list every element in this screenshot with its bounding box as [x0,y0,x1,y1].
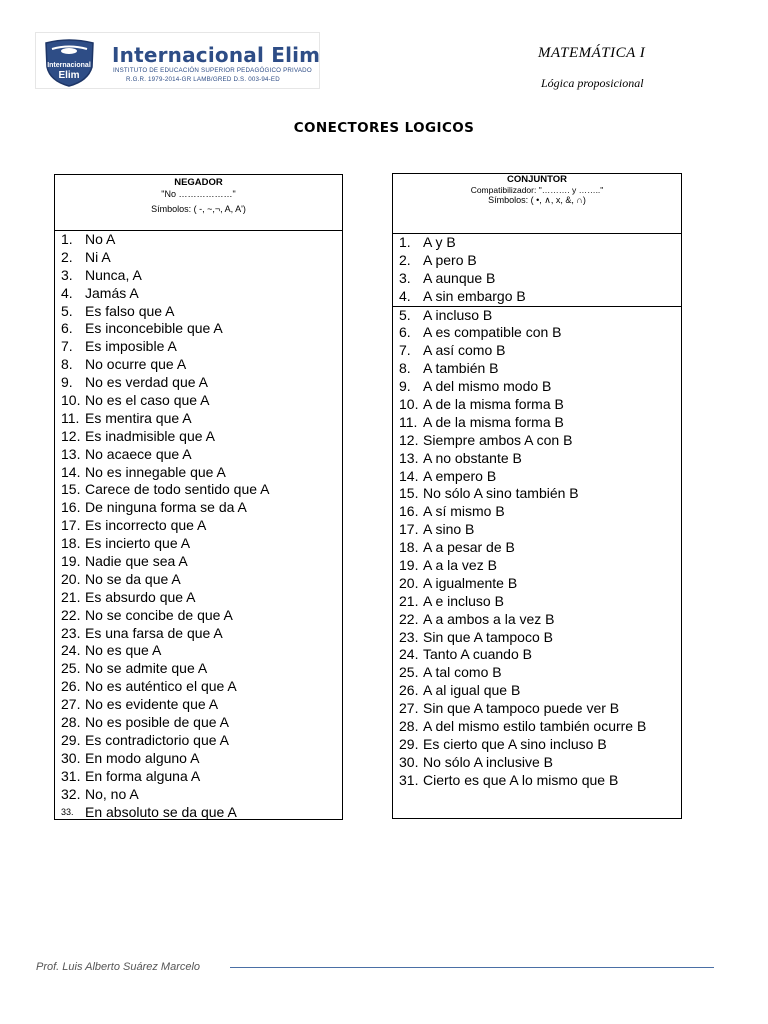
item-number: 12. [399,431,419,448]
item-text: Nadie que sea A [85,553,188,570]
item-text: No ocurre que A [85,356,187,373]
list-item [55,392,342,410]
list-item [393,307,681,325]
list-item [393,378,681,396]
item-text: No es que A [85,642,162,659]
item-text: A empero B [423,467,497,484]
list-item [55,786,342,804]
list-item [55,428,342,446]
item-number: 13. [61,445,81,462]
item-number: 16. [399,503,419,520]
list-item [393,575,681,593]
item-number: 2. [399,251,411,268]
item-text: No sólo A inclusive B [423,753,553,770]
item-text: A a ambos a la vez B [423,610,555,627]
item-number: 27. [399,700,419,717]
item-number: 17. [61,517,81,534]
list-item [55,553,342,571]
footer-rule [230,967,714,968]
item-text: Es cierto que A sino incluso B [423,735,607,752]
conjuntor-symbols: Símbolos: ( •, ∧, x, &, ∩) [488,195,586,205]
item-text: En absoluto se da que A [85,803,237,820]
subtopic: Lógica proposicional [541,76,644,90]
item-text: No se da que A [85,570,181,587]
item-text: No se admite que A [85,660,208,677]
item-text: Es inconcebible que A [85,320,223,337]
item-text: Cierto es que A lo mismo que B [423,771,619,788]
item-number: 1. [61,231,73,247]
list-item [393,288,681,306]
item-text: De ninguna forma se da A [85,499,247,516]
negador-quote: "No ………………" [161,189,236,199]
list-item [393,234,681,252]
conjuntor-compat: Compatibilizador: "………. y …….." [470,185,604,195]
brand-subtitle: INSTITUTO DE EDUCACIÓN SUPERIOR PEDAGÓGICO PRIVADO [113,67,312,74]
list-item [393,736,681,754]
list-item [393,664,681,682]
list-item [55,481,342,499]
item-text: Sin que A tampoco B [423,628,553,645]
item-number: 20. [399,574,419,591]
item-text: A tal como B [423,664,502,681]
item-number: 24. [61,642,81,659]
item-number: 9. [399,378,411,395]
list-item [55,607,342,625]
conjuntor-list-group2 [393,307,681,790]
item-text: A del mismo estilo también ocurre B [423,718,647,735]
list-item [55,285,342,303]
item-number: 33. [61,806,74,817]
item-number: 16. [61,499,81,516]
institution-logo [35,32,320,89]
item-text: Jamás A [85,284,139,301]
list-item [55,625,342,643]
item-number: 22. [399,610,419,627]
svg-text:Internacional: Internacional [47,62,91,69]
item-text: Es falso que A [85,302,175,319]
list-item [55,231,342,249]
item-text: Sin que A tampoco puede ver B [423,700,620,717]
item-number: 8. [399,360,411,377]
list-item [393,718,681,736]
list-item [393,342,681,360]
item-text: No es innegable que A [85,463,226,480]
item-number: 9. [61,374,73,391]
list-item [393,539,681,557]
item-text: A e incluso B [423,592,504,609]
conjuntor-list-group1 [393,234,681,306]
list-item [55,499,342,517]
item-text: Tanto A cuando B [423,646,532,663]
subject-title: MATEMÁTICA I [538,45,646,61]
item-number: 19. [399,557,419,574]
item-number: 3. [399,269,411,286]
item-text: Es contradictorio que A [85,731,229,748]
list-item [55,410,342,428]
item-text: A incluso B [423,306,493,323]
list-item [393,521,681,539]
list-item [393,396,681,414]
list-item [55,696,342,714]
item-number: 30. [61,749,81,766]
item-text: Carece de todo sentido que A [85,481,270,498]
item-number: 11. [399,413,418,430]
list-item [55,768,342,786]
item-number: 21. [399,592,419,609]
list-item [393,270,681,288]
list-item [55,732,342,750]
item-text: No A [85,231,116,247]
item-text: No es verdad que A [85,374,208,391]
item-text: Es una farsa de que A [85,624,223,641]
list-item [55,320,342,338]
item-number: 31. [61,767,81,784]
item-text: A a pesar de B [423,539,515,556]
item-text: A también B [423,360,499,377]
item-text: No sólo A sino también B [423,485,579,502]
item-number: 8. [61,356,73,373]
item-number: 3. [61,266,73,283]
item-text: No acaece que A [85,445,192,462]
item-text: No se concibe de que A [85,606,233,623]
list-item [393,754,681,772]
item-text: Nunca, A [85,266,142,283]
item-text: En modo alguno A [85,749,200,766]
list-item [55,589,342,607]
item-number: 20. [61,570,81,587]
item-text: Siempre ambos A con B [423,431,573,448]
list-item [55,374,342,392]
item-number: 23. [399,628,419,645]
item-text: Es imposible A [85,338,177,355]
list-item [55,660,342,678]
list-item [55,750,342,768]
item-text: Es incorrecto que A [85,517,207,534]
list-item [55,267,342,285]
item-text: En forma alguna A [85,767,201,784]
item-text: No es evidente que A [85,696,219,713]
list-item [393,611,681,629]
list-item [55,338,342,356]
list-item [55,464,342,482]
item-text: No, no A [85,785,139,802]
item-number: 21. [61,588,81,605]
list-item [55,535,342,553]
brand-registration: R.G.R. 1979-2014-GR LAMB/GRED D.S. 003-94-ED [126,76,280,83]
item-text: A de la misma forma B [423,413,564,430]
item-number: 28. [61,714,81,731]
item-number: 18. [399,539,419,556]
item-number: 30. [399,753,419,770]
item-text: No es posible de que A [85,714,229,731]
item-text: A del mismo modo B [423,378,552,395]
item-number: 29. [399,735,419,752]
negador-header [55,175,342,231]
negador-heading: NEGADOR [174,177,223,188]
item-number: 10. [399,396,419,413]
item-number: 18. [61,535,81,552]
negador-table [54,174,343,820]
item-number: 26. [399,682,419,699]
list-item [55,446,342,464]
item-number: 17. [399,521,419,538]
list-item [55,804,342,822]
item-number: 10. [61,392,81,409]
list-item [393,646,681,664]
item-text: Es inadmisible que A [85,427,215,444]
item-text: A sino B [423,521,475,538]
item-text: A igualmente B [423,574,518,591]
list-item [393,414,681,432]
list-item [55,714,342,732]
item-number: 27. [61,696,81,713]
list-item [55,678,342,696]
item-text: A sin embargo B [423,287,526,304]
item-number: 24. [399,646,419,663]
item-number: 12. [61,427,81,444]
item-number: 13. [399,449,419,466]
item-text: Es mentira que A [85,409,192,426]
item-text: A a la vez B [423,557,497,574]
negador-symbols: Símbolos: ( -, ~,¬, A, A') [151,204,246,214]
svg-text:Elim: Elim [58,70,80,81]
item-text: A pero B [423,251,477,268]
list-item [393,468,681,486]
item-number: 22. [61,606,81,623]
item-number: 5. [399,306,411,323]
item-number: 7. [399,342,411,359]
list-item [393,700,681,718]
list-item [393,360,681,378]
item-number: 14. [399,467,419,484]
item-text: A de la misma forma B [423,396,564,413]
list-item [393,252,681,270]
item-number: 32. [61,785,81,802]
list-item [393,485,681,503]
item-number: 23. [61,624,81,641]
item-number: 4. [61,284,73,301]
item-number: 26. [61,678,81,695]
list-item [393,772,681,790]
list-item [393,450,681,468]
item-number: 15. [61,481,81,498]
list-item [393,324,681,342]
item-text: No es el caso que A [85,392,210,409]
list-item [55,303,342,321]
item-text: A es compatible con B [423,324,562,341]
item-number: 25. [399,664,419,681]
item-number: 1. [399,234,411,250]
list-item [55,571,342,589]
item-number: 6. [399,324,411,341]
item-number: 5. [61,302,73,319]
negador-list [55,231,342,821]
list-item [55,642,342,660]
item-number: 11. [61,409,80,426]
item-text: A sí mismo B [423,503,505,520]
item-text: Ni A [85,248,111,265]
item-number: 4. [399,287,411,304]
list-item [393,432,681,450]
brand-name: Internacional Elim [112,43,321,67]
item-number: 19. [61,553,81,570]
shield-icon [42,37,97,87]
list-item [393,593,681,611]
item-text: A aunque B [423,269,496,286]
list-item [393,682,681,700]
item-number: 31. [399,771,419,788]
item-text: A así como B [423,342,506,359]
item-text: No es auténtico el que A [85,678,237,695]
item-text: Es incierto que A [85,535,191,552]
item-number: 6. [61,320,73,337]
item-text: A al igual que B [423,682,521,699]
item-number: 2. [61,248,73,265]
item-number: 7. [61,338,73,355]
list-item [55,517,342,535]
item-number: 28. [399,718,419,735]
item-number: 29. [61,731,81,748]
item-text: A no obstante B [423,449,522,466]
item-number: 15. [399,485,419,502]
conjuntor-header [393,174,681,234]
page-title: CONECTORES LOGICOS [293,120,475,136]
list-item [393,557,681,575]
item-number: 14. [61,463,81,480]
list-item [393,629,681,647]
conjuntor-heading: CONJUNTOR [507,174,567,185]
conjuntor-table [392,173,682,819]
list-item [55,249,342,267]
author-name: Prof. Luis Alberto Suárez Marcelo [36,961,201,973]
list-item [393,503,681,521]
item-text: Es absurdo que A [85,588,196,605]
list-item [55,356,342,374]
item-text: A y B [423,234,456,250]
item-number: 25. [61,660,81,677]
